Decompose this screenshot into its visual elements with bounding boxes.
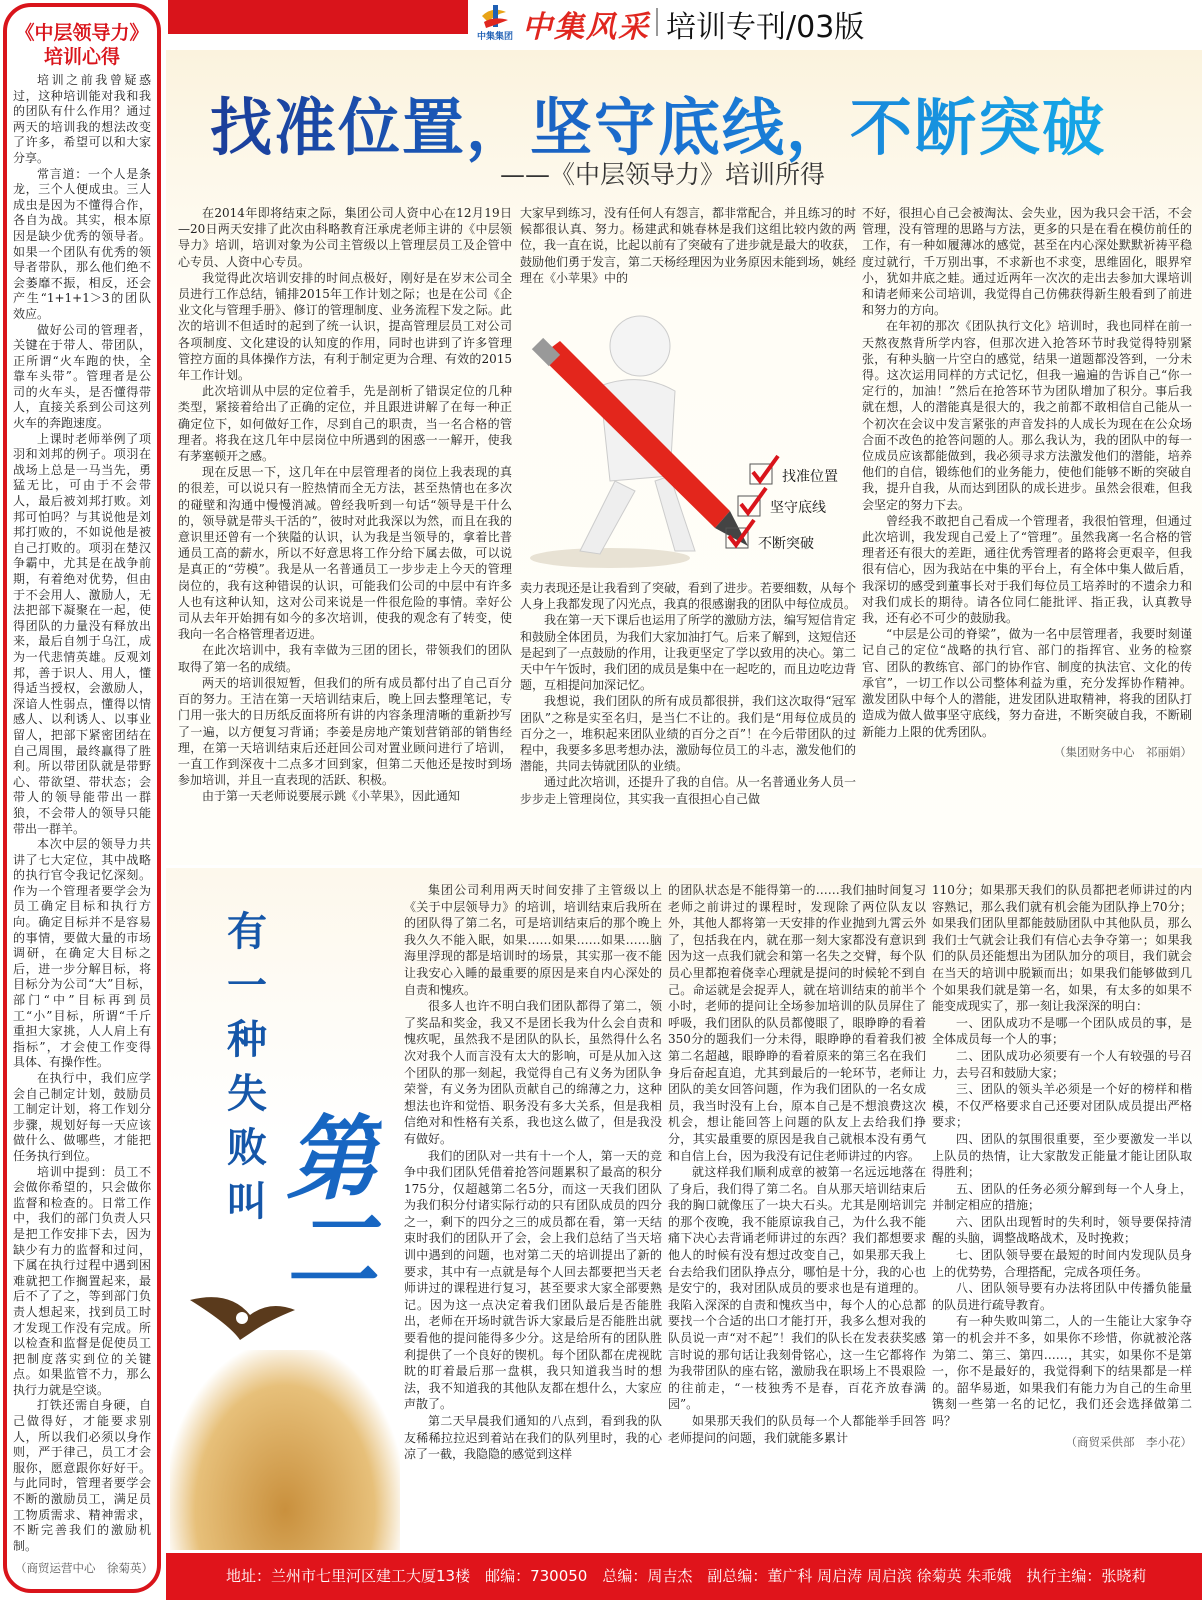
figure-label-3: 不断突破 (758, 536, 814, 552)
paragraph: 有一种失败叫第二，人的一生能让大家争夺第一的机会并不多，如果你不珍惜，你就被沦落为第二、第三、第四……，其实，如果你不是第一，你不是最好的，我觉得剩下的结果都是一样的。韶华易逝，如果我们有能力为自己的生命里镌刻一些第一名的记忆，我们还会选择做第二吗？ (932, 1314, 1192, 1428)
paragraph: 八、团队领导要有办法将团队中传播负能量的队员进行疏导教育。 (932, 1281, 1192, 1312)
paragraph: 我在第一天下课后也运用了所学的激励方法，编写短信肯定和鼓励全体团员，为我们大家加油打气。后来了解到，这短信还是起到了一点鼓励的作用，让我更坚定了学以致用的决心。第二天中午午饭时，我们团的成员是集中在一起吃的，而且边吃边背题，互相提问加深记忆。 (520, 613, 857, 693)
paragraph: 在年初的那次《团队执行文化》培训时，我也同样在前一天熬夜熬背所学内容，但那次进入抢答环节时我觉得特别紧张，有种头脑一片空白的感觉，结果一道题都没答到，一分未得。这次运用同样的方式记忆，但我一遍遍的告诉自己“你一定行的，加油！”然后在抢答环节为团队增加了积分。事后我就在想，人的潜能真是很大的，我之前都不敢相信自己能从一个初次在会议中发言紧张的声音发抖的人成长为现在在公众场合面不改色的抢答问题的人。那么我认为，我的团队中的每一位成员应该都能做到，我必须寻求方法激发他们的潜能，培养他们的自信，锻练他们的业务能力，使他们能够不断的突破自我，提升自我，从而达到团队的成长进步。虽然会很难，但我会坚定的努力下去。 (862, 319, 1192, 512)
paragraph: 现在反思一下，这几年在中层管理者的岗位上我表现的真的很差，可以说只有一腔热情而全无方法，甚至热情也在多次的碰壁和沟通中慢慢消减。曾经我听到一句话“领导是干什么的，领导就是带头干活的”，彼时对此我深以为然，而且在我的意识里还曾有一个狭隘的认识，认为我是当领导的，拿着比普通员工高的薪水，所以不好意思将工作分给下属去做，可以说是真正的“劳模”。我是从一名普通员工一步步走上今天的管理岗位的，我有这种错误的认识，可能我们公司的中层中有许多人也有这种认知，这对公司来说是一件很危险的事情。幸好公司从去年开始拥有如今的多次培训，使我的观念有了转变，使我向一名合格管理者迈进。 (178, 465, 512, 642)
paragraph: 在此次培训中，我有幸做为三团的团长，带领我们的团队取得了第一名的成绩。 (178, 643, 512, 674)
figure-shadow (530, 548, 690, 568)
sidebar-title (7, 21, 157, 69)
article-1-column-2-bottom (520, 580, 856, 807)
sidebar-signature: （商贸运营中心 徐菊英） (15, 1561, 153, 1576)
article-2-title-part2: 第二 (271, 1110, 379, 1294)
checkmark-icon (741, 488, 766, 513)
paragraph: 做好公司的管理者，关键在于带人、带团队，正所谓“火车跑的快，全靠车头带”。管理者是公司的火车头，是否懂得带人，直接关系到公司这列火车的奔跑速度。 (13, 322, 151, 431)
paragraph: 如果那天我们的队员每一个人都能举手回答老师提问的问题，我们就能多累计 (668, 1414, 926, 1445)
paragraph: 集团公司利用两天时间安排了主管级以上《关于中层领导力》的培训，培训结束后我所在的团队得了第二名，可是培训结束后的那个晚上我久久不能入眠，如果……如果……如果……脑海里浮现的都是培训时的场景，其实那一夜不能让我安心入睡的最重要的原因是来自内心深处的自责和愧疚。 (404, 883, 662, 997)
paragraph: 曾经我不敢把自己看成一个管理者，我很怕管理，但通过此次培训，我发现自己爱上了“管理”。虽然我离一名合格的管理者还有很大的差距，通往优秀管理者的路将会更艰辛，但我很有信心，因为我站在中集的平台上，有全体中集人做后盾，我深切的感受到董事长对于我们每位员工培养时的不遗余力和对我们成长的期待。请各位同仁能批评、指正我，认真教导我，还有必不可少的鼓励我。 (862, 513, 1192, 626)
figure-label-1: 找准位置 (782, 469, 838, 485)
paragraph: 很多人也许不明白我们团队都得了第二，领了奖品和奖金，我又不是团长我为什么会自责和愧疚呢，虽然我不是团队的队长，虽然得什么名次对我个人而言没有太大的影响，可是从加入这个团队的那一刻起，我觉得自己有义务为团队争荣誉，有义务为团队贡献自己的绵薄之力，这种想法也许和觉悟、职务没有多大关系，但是我相信绝对和性格有关系，我也这么做了，但是我没有做好。 (404, 999, 662, 1146)
rock-eagle-image (170, 1350, 400, 1550)
paragraph: “中层是公司的脊梁”，做为一名中层管理者，我要时刻谨记自己的定位“战略的执行官、部门的指挥官、业务的检察官、团队的教练官、部门的协作官、制度的执法官、文化的传承官”，一切工作以公司整体利益为重，充分发挥协作精神。激发团队中每个人的潜能，进发团队进取精神，将我的团队打造成为做人做事坚守底线，努力奋进，不断突破自我，不断刷新能力上限的优秀团队。 (862, 627, 1192, 739)
paragraph: 的团队状态是不能得第一的……我们抽时间复习老师之前讲过的课程时，发现除了两位队友以外，其他人都将第一天安排的作业抛到九霄云外了，包括我在内，就在那一刻大家都没有意识到因为这一点我们就会和第一名失之交臂，每个队员心里都抱着侥幸心理就是提问的时候轮不到自己。命运就是会捉弄人，就在培训结束的前半个小时，老师的提问让全场参加培训的队员屏住了呼吸，我们团队的队员都傻眼了，眼睁睁的看着350分的题我们一分未得，眼睁睁的看着我们被第二名超越，眼睁睁的看着原来的第三名在我们身后奋起直追，尤其到最后的一轮环节，老师让团队的美女回答问题，作为我们团队的一名女成员，我当时没有上台，原本自己是不想浪费这次机会，想让能回答上问题的队友上去给我们挣分，其实最重要的原因是我自己就根本没有勇气和自信上台，因为我没有记住老师讲过的内容。 (668, 883, 926, 1163)
sidebar-title-line1: 《中层领导力》 (15, 22, 149, 44)
article-1-title: 找准位置，坚守底线，不断突破 (210, 78, 1106, 167)
paragraph: 此次培训从中层的定位着手，先是剖析了错误定位的几种类型，紧接着给出了正确的定位，并且跟进讲解了在每一种正确定位下，如何做好工作，尽到自己的职责，当一名合格的管理者。将我在这几年中层岗位中所遇到的困惑一一解开，使我有茅塞顿开之感。 (178, 384, 512, 464)
article-2-column-2 (668, 882, 926, 1446)
sidebar-body (7, 69, 157, 1554)
article-2-title-part1: 有一种失败叫 (227, 909, 267, 1225)
sidebar-column (3, 3, 161, 1593)
article-1-signature: （集团财务中心 祁丽娟） (1054, 744, 1192, 759)
figure-illustration (500, 296, 860, 576)
article-1-subtitle: ——《中层领导力》培训所得 (500, 160, 826, 189)
paragraph: 六、团队出现暂时的失利时，领导要保持清醒的头脑，调整战略战术，及时挽救； (932, 1214, 1192, 1246)
article-2-column-1 (404, 882, 662, 1463)
paragraph: 110分；如果那天我们的队员都把老师讲过的内容熟记，那么我们就有机会能为团队挣上70分；如果我们团队里都能鼓励团队中其他队员，那么我们士气就会让我们有信心去争夺第一；如果我们的队员还能想出为团队加分的项目，我们就会在当天的培训中脱颖而出；如果我们能够做到几个如果我们就是第一名，如果，有太多的如果不能变成现实了，那一刻让我深深的明白： (932, 883, 1192, 1014)
article-1-column-3-body (862, 205, 1192, 740)
figure-label-2: 坚守底线 (770, 500, 826, 516)
article-2-column-3-body (932, 882, 1192, 1430)
paragraph: 上课时老师举例了项羽和刘邦的例子。项羽在战场上总是一马当先，勇猛无比，可由于不会带人，最后被刘邦打败。刘邦可怕吗？与其说他是刘邦打败的，不如说他是被自己打败的。项羽在楚汉争霸中，尤其是在战争前期，有着绝对优势，但由于不会用人、激励人，无法把部下凝聚在一起，使得团队的力量没有释放出来，最后自刎于乌江，成为一代悲情英雄。反观刘邦，善于识人、用人，懂得适当授权，会激励人，深谙人性弱点，懂得以情感人、以利诱人、以事业留人，把部下紧密团结在自己周围，最终赢得了胜利。所以带团队就是带野心、带欲望、带状态；会带人的领导能带出一群狼，不会带人的领导只能带出一群羊。 (13, 431, 151, 836)
header-red-bar (168, 0, 468, 34)
paragraph: 我们的团队对一共有十一个人，第一天的竞争中我们团队凭借着抢答问题累积了最高的积分175分，仅超越第二名5分，而这一天我们团队为我们积分付诸实际行动的只有团队成员的四分之一，剩下的四分之三的成员都在看，第一天结束时我们的团队开了会，会上我们总结了当天培训中遇到的问题，也对第二天的培训提出了新的要求，其中有一点就是每个人回去都要把当天老师讲过的课程进行复习，甚至要求大家全部要熟记。因为这一点决定着我们团队最后是否能胜出，老师在开场时就告诉大家最后是否能胜出就要看他的提问能得多少分。这是给所有的团队胜利提供了一个良好的锲机。每个团队都在虎视眈眈的盯着最后那一盘棋，我只知道我当时的想法，我不知道我的其他队友都在想什么，大家应声散了。 (404, 1148, 662, 1412)
paragraph: 一、团队成功不是哪一个团队成员的事，是全体成员每一个人的事； (932, 1015, 1192, 1047)
company-logo-icon (478, 2, 512, 32)
paragraph: 通过此次培训，还提升了我的自信。从一名普通业务人员一步步走上管理岗位，其实我一直很担心自己做 (520, 775, 857, 806)
paragraph: 在2014年即将结束之际，集团公司人资中心在12月19日—20日两天安排了此次由科略教育汪承虎老师主讲的《中层领导力》培训，培训对象为公司主管级以上管理层员工及企管中心专员、人资中心专员。 (178, 206, 512, 269)
paragraph: 常言道：一个人是条龙，三个人便成虫。三人成虫是因为不懂得合作，各自为战。其实，根本原因是缺少优秀的领导者。如果一个团队有优秀的领导者带队，那么他们绝不会萎靡不振，相反，还会产生“1+1+1＞3的团队效应。 (13, 166, 151, 321)
checkmark-icon (753, 456, 778, 481)
paragraph: 七、团队领导要在最短的时间内发现队员身上的优势势，合理搭配，完成各项任务。 (932, 1248, 1192, 1279)
paragraph: 打铁还需自身硬，自己做得好，才能要求别人，所以我们必须以身作则，严于律己，员工才会服你，愿意跟你好好干。与此同时，管理者要学会不断的激励员工，满足员工物质需求、精神需求，不断完善我们的激励机制。 (13, 1398, 151, 1553)
logo-text: 中集集团 (476, 32, 513, 42)
paragraph: 不好，很担心自己会被淘汰、会失业，因为我只会干活，不会管理，没有管理的思路与方法，更多的只是在看在模仿前任的工作，有一种如履薄冰的感觉，甚至在内心深处默默祈祷平稳度过就行，千万别出事，不求新也不求变，思维固化，眼界窄小，犹如井底之蛙。通过近两年一次次的走出去参加大课培训和请老师来公司培训，我觉得自己仿佛获得新生般看到了前进和努力的方向。 (862, 206, 1192, 318)
paragraph: 培训之前我曾疑惑过，这种培训能对我和我的团队有什么作用？通过两天的培训我的想法改变了许多，希望可以和大家分享。 (13, 73, 151, 165)
eagle-icon (180, 1280, 300, 1350)
paragraph: 我想说，我们团队的所有成员都很拼，我们这次取得“冠军团队”之称是实至名归，是当仁不让的。我们是“用每位成员的百分之一，堆积起来团队业绩的百分之百”！在今后带团队的过程中，我要多多思考想办法，激励每位员工的斗志，激发他们的潜能，共同去铸就团队的业绩。 (520, 694, 857, 774)
article-2-column-3 (932, 882, 1192, 1450)
paragraph: 由于第一天老师说要展示跳《小苹果》，因此通知 (202, 789, 461, 804)
paragraph: 我觉得此次培训安排的时间点极好，刚好是在岁末公司全员进行工作总结，铺排2015年工作计划之际；也是在公司《企业文化与管理手册》、修订的管理制度、业务流程下发之际。此次的培训不但适时的起到了统一认识，提高管理层员工对公司各项制度、文化建设的认知度的作用，同时也讲到了许多管理管控方面的具体操作方法，有利于制定更为合理、有效的2015年工作计划。 (178, 270, 512, 383)
paragraph: 二、团队成功必须要有一个人有较强的号召力，去号召和鼓励大家； (932, 1048, 1192, 1080)
paragraph: 就这样我们顺利成章的被第一名远远地落在了身后，我们得了第二名。自从那天培训结束后我的胸口就像压了一块大石头。尤其是刚培训完的那个夜晚，我不能原谅我自己，为什么我不能痛下决心去背诵老师讲过的东西？我们都想要求他人的时候有没有想过改变自己，如果那天我上台去给我们团队挣点分，哪怕是十分，我的心也是安宁的，我对团队成员的要求也是有道理的。我陷入深深的自责和愧疚当中，每个人的心总都要找一个合适的出口才能打开，我多么想对我的队员说一声“对不起”！我们的队长在发表获奖感言时说的那句话让我刻骨铭心，这一生它都将作为我带团队的座右铭，激励我在职场上不畏艰险的往前走，“一枝独秀不是春，百花齐放春满园”。 (668, 1165, 926, 1412)
paragraph: 培训中提到：员工不会做你希望的，只会做你监督和检查的。日常工作中，我们的部门负责人只是把工作安排下去，因为缺少有力的监督和过问，下属在执行过程中遇到困难就把工作搁置起来，最后不了了之，等到部门负责人想起来，找到员工时才发现工作没有完成。所以检查和监督是促使员工把制度落实到位的关键点。如果监管不力，那么执行力就是空谈。 (13, 1164, 151, 1397)
paragraph: 大家早到练习，没有任何人有怨言，都非常配合，并且练习的时候都很认真、努力。杨建武和姚春林是我们这组比较内敛的两位，我一直在说，比起以前有了突破有了进步就是最大的收获，鼓励他们勇于发言，第二天杨经理因为业务原因未能到场，姚经理在《小苹果》中的 (520, 206, 857, 285)
brand-name: 中集风采 (522, 10, 650, 45)
article-1-column-1 (178, 205, 512, 805)
paragraph: 三、团队的领头羊必须是一个好的榜样和楷模，不仅严格要求自己还要对团队成员提出严格要求； (932, 1082, 1192, 1130)
article-1-column-2-top (520, 205, 856, 286)
footer-imprint: 地址：兰州市七里河区建工大厦13楼 邮编：730050 总编：周吉杰 副总编：董广科 周启涛 周启滨 徐菊英 朱乖娥 执行主编：张晓莉 (166, 1553, 1202, 1600)
issue-label: 培训专刊/03版 (666, 10, 865, 45)
paragraph: 卖力表现还是让我看到了突破，看到了进步。若要细数，从每个人身上我都发现了闪光点，我真的很感谢我的团队中每位成员。 (520, 581, 857, 612)
article-2-signature: （商贸采供部 李小花） (1065, 1434, 1192, 1449)
paragraph: 本次中层的领导力共讲了七大定位，其中战略的执行官令我记忆深刻。作为一个管理者要学会为员工确定目标和执行方向。确定目标并不是容易的事情，要做大量的市场调研，在确定大目标之后，进一步分解目标，将目标分为公司“大”目标，部门“中”目标再到员工“小”目标，所谓“千斤重担大家挑，人人肩上有指标”，才会使工作变得具体、有操作性。 (13, 837, 151, 1070)
paragraph: 四、团队的氛围很重要，至少要激发一半以上队员的热情，让大家散发正能量才能让团队取得胜利； (932, 1131, 1192, 1180)
header-divider (656, 8, 658, 36)
paragraph: 五、团队的任务必须分解到每一个人身上，并制定相应的措施； (932, 1181, 1192, 1213)
paragraph: 两天的培训很短暂，但我们的所有成员都付出了自己百分百的努力。王洁在第一天培训结束后，晚上回去整理笔记，专门用一张大的日历纸反面将所有讲的内容条理清晰的重新抄写了一遍，以方便复习背诵；李姜是房地产策划营销部的销售经理，在第一天培训结束后还赶回公司对置业顾问进行了培训，一直工作到深夜十二点多才回到家，但第二天他还是按时到场参加培训，并且一直表现的活跃、积极。 (178, 675, 512, 788)
sidebar-title-line2: 培训心得 (43, 46, 120, 68)
paragraph: 在执行中，我们应学会自己制定计划，鼓励员工制定计划，将工作划分步骤，规划好每一天应该做什么、做哪些，才能把任务执行到位。 (13, 1071, 151, 1163)
paragraph: 第二天早晨我们通知的八点到，看到我的队友稀稀拉拉迟到着站在我们的队列里时，我的心凉了一截，我隐隐的感觉到这样 (404, 1414, 662, 1462)
article-1-column-3 (862, 205, 1192, 760)
